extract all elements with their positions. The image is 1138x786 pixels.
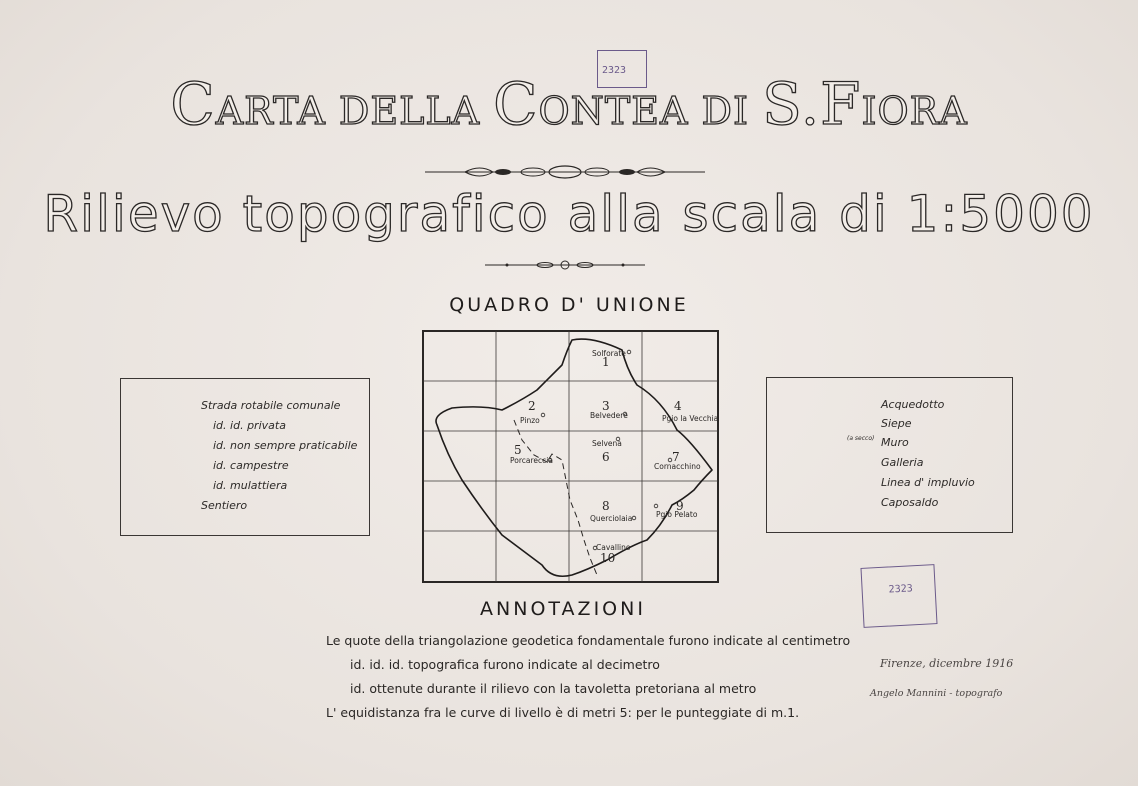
legend-row: [121, 419, 369, 435]
legend-label: Siepe: [881, 417, 912, 430]
sheet-number: 7: [672, 450, 680, 464]
legend-row: [767, 417, 1012, 433]
sheet-number: 10: [600, 551, 616, 565]
legend-row: [767, 456, 1012, 472]
legend-row: [767, 436, 1012, 452]
map-subtitle: Rilievo topografico alla scala di 1:5000: [43, 185, 1095, 243]
legend-features: [766, 377, 1013, 533]
legend-label: Strada rotabile comunale: [201, 399, 341, 412]
legend-row: [121, 479, 369, 495]
legend-label: Sentiero: [201, 499, 248, 512]
legend-label: Caposaldo: [881, 496, 939, 509]
stamp-number: 2323: [888, 583, 914, 596]
legend-row: [121, 499, 369, 515]
sheet-number: 3: [602, 399, 610, 413]
legend-row: [121, 399, 369, 415]
legend-label: id. non sempre praticabile: [213, 439, 358, 452]
place-label: Pinzo: [520, 416, 540, 425]
legend-label: Galleria: [881, 456, 924, 469]
index-map: [422, 330, 719, 583]
legend-row: [767, 496, 1012, 512]
annotation-line: id. id. id. topografica furono indicate al decimetro: [350, 657, 660, 672]
legend-label: Linea d' impluvio: [881, 476, 975, 489]
place-label: Porcareccia: [510, 456, 553, 465]
index-map-heading: QUADRO D' UNIONE: [449, 294, 689, 316]
sheet-number: 6: [602, 450, 610, 464]
legend-row: [121, 439, 369, 455]
legend-roads: [120, 378, 370, 536]
place-date: Firenze, dicembre 1916: [880, 657, 1014, 670]
sheet-number: 2: [528, 399, 536, 413]
county-boundary: [436, 339, 712, 576]
place-label: Pgio Pelato: [656, 510, 698, 519]
annotations-heading: ANNOTAZIONI: [480, 598, 646, 620]
legend-note: (a secco): [847, 435, 875, 442]
annotation-line: L' equidistanza fra le curve di livello è di metri 5: per le punteggiate di m.1.: [326, 705, 800, 720]
sheet-number: 9: [676, 499, 684, 513]
legend-label: Acquedotto: [881, 398, 945, 411]
annotation-line: id. ottenute durante il rilievo con la tavoletta pretoriana al metro: [350, 681, 757, 696]
legend-label: id. mulattiera: [213, 479, 288, 492]
legend-row: [767, 476, 1012, 492]
place-label: Querciolaia: [590, 514, 633, 523]
legend-label: Muro: [881, 436, 909, 449]
place-label: Belvedere: [590, 411, 628, 420]
place-label: Selvena: [592, 439, 622, 448]
place-label: Cavallino: [596, 543, 631, 552]
archive-stamp-bottom: [860, 564, 937, 628]
map-title: CARTA DELLA CONTEA DI S.FIORA: [170, 70, 968, 138]
internal-path: [514, 420, 597, 575]
sheet-number: 1: [602, 355, 610, 369]
stamp-number: 2323: [602, 65, 627, 76]
author-signature: Angelo Mannini - topografo: [870, 688, 1003, 699]
sheet-number: 4: [674, 399, 682, 413]
title-ornament: [425, 162, 705, 182]
legend-label: id. id. privata: [213, 419, 286, 432]
place-label: Pgio la Vecchia: [662, 414, 719, 423]
legend-row: [767, 398, 1012, 414]
place-label: Cornacchino: [654, 462, 701, 471]
subtitle-ornament: [485, 258, 645, 272]
place-label: Solforate: [592, 349, 626, 358]
legend-row: [121, 459, 369, 475]
sheet-number: 5: [514, 443, 522, 457]
legend-label: id. campestre: [213, 459, 289, 472]
annotation-line: Le quote della triangolazione geodetica fondamentale furono indicate al centimetro: [326, 633, 851, 648]
sheet-number: 8: [602, 499, 610, 513]
